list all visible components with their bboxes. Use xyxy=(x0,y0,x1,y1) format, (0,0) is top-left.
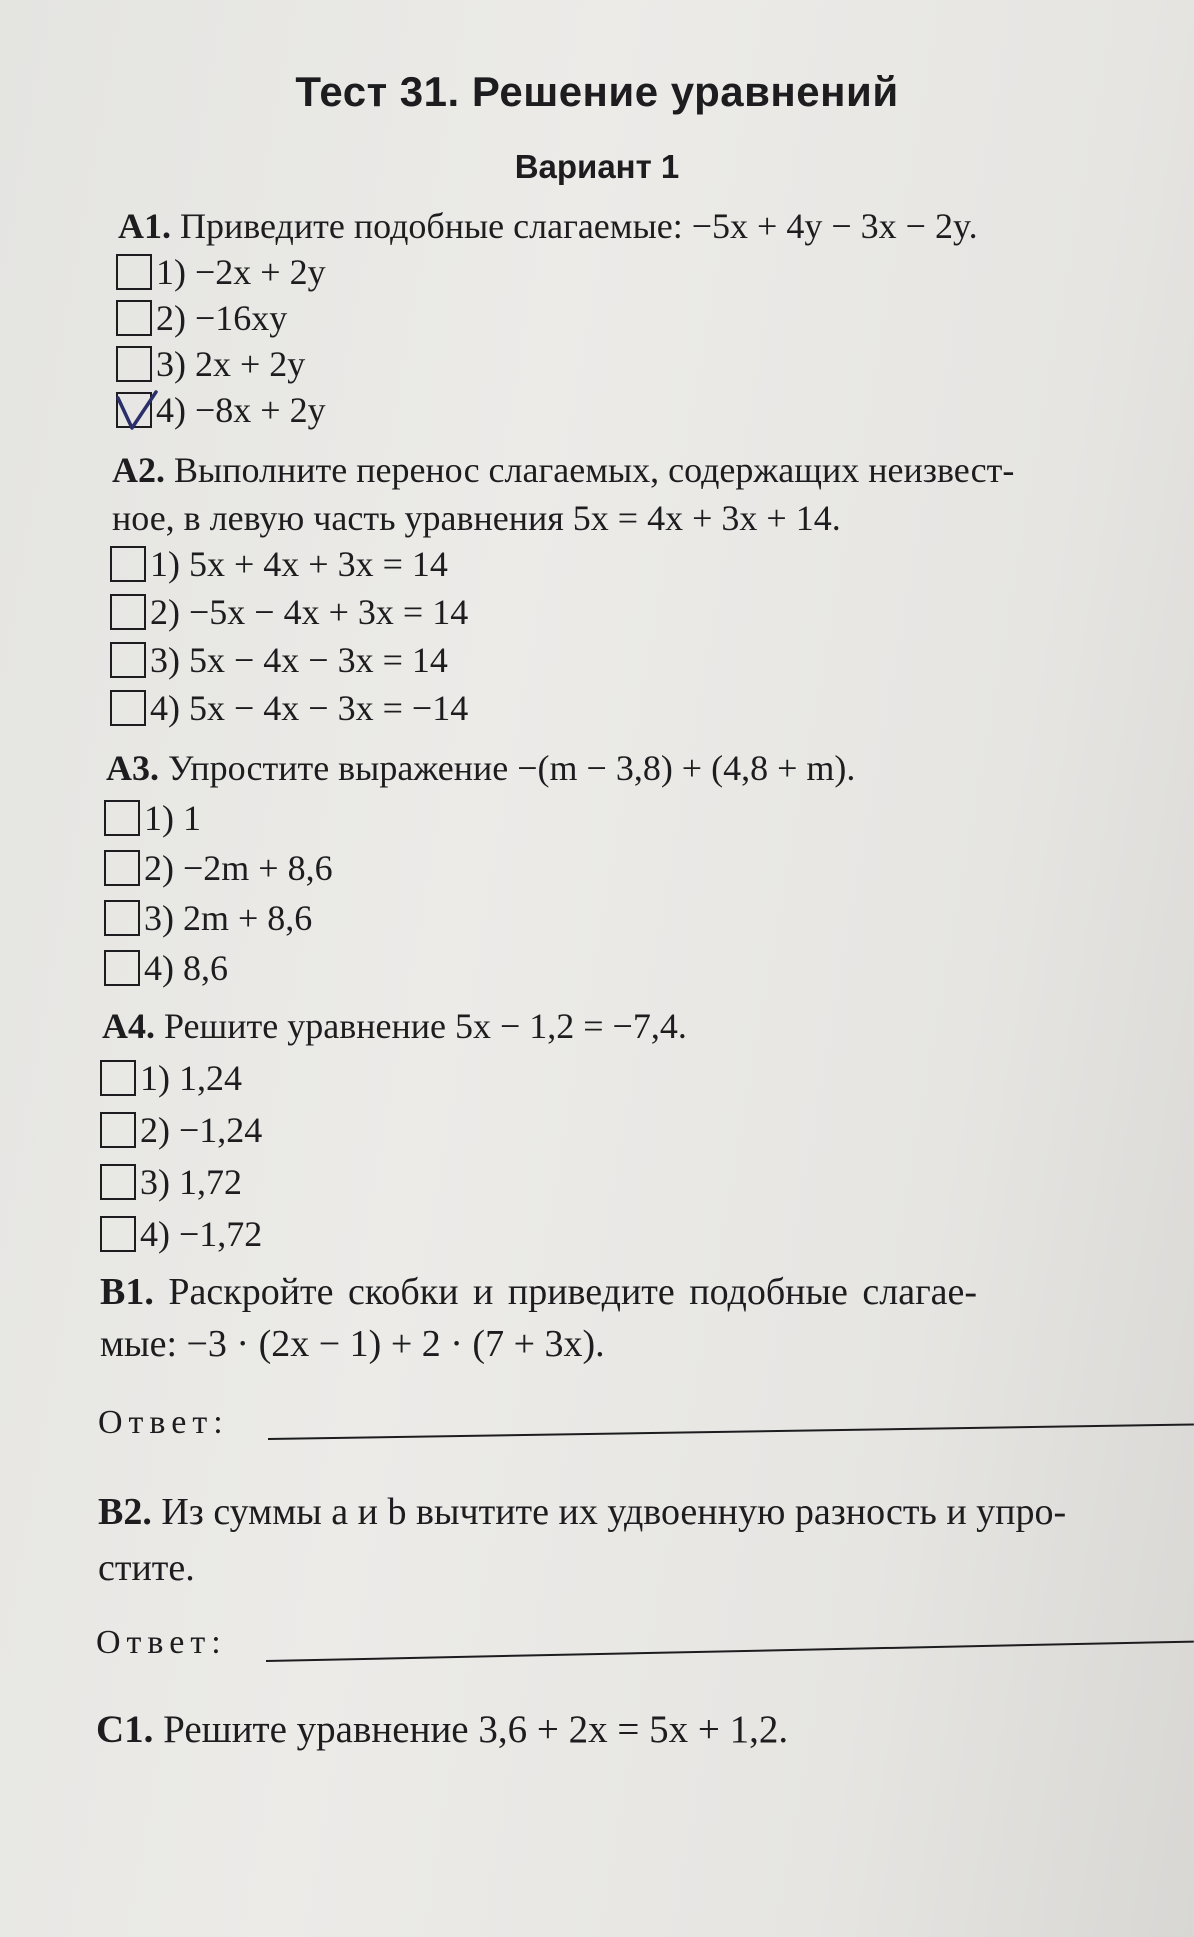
checkbox[interactable] xyxy=(110,690,146,726)
question-a2 xyxy=(112,448,1014,492)
checkbox-checked[interactable] xyxy=(116,392,152,428)
option-label: 1) 5x + 4x + 3x = 14 xyxy=(150,544,448,584)
question-b2-line2 xyxy=(98,1546,195,1590)
option-label: 1) 1,24 xyxy=(140,1058,242,1098)
checkbox[interactable] xyxy=(110,546,146,582)
question-number: А3. xyxy=(106,748,159,788)
option-label: 2) −16xy xyxy=(156,298,288,338)
option-a2-3[interactable] xyxy=(110,640,448,680)
question-a4 xyxy=(102,1004,687,1048)
option-a2-2[interactable] xyxy=(110,592,468,632)
option-a3-1[interactable] xyxy=(104,798,201,838)
question-text-line1: Выполните перенос слагаемых, содержащих неизвест- xyxy=(174,450,1015,490)
question-b2 xyxy=(98,1490,1066,1534)
checkbox[interactable] xyxy=(100,1216,136,1252)
option-label: 2) −1,24 xyxy=(140,1110,263,1150)
question-number: С1. xyxy=(96,1708,154,1751)
checkbox[interactable] xyxy=(104,800,140,836)
option-a1-2[interactable] xyxy=(116,298,287,338)
checkbox[interactable] xyxy=(110,642,146,678)
b1-answer-field[interactable] xyxy=(268,1423,1194,1440)
checkbox[interactable] xyxy=(104,950,140,986)
question-number: А1. xyxy=(118,206,171,246)
question-text: Приведите подобные слагаемые: −5x + 4y − 3x − 2y. xyxy=(180,206,978,246)
option-label: 3) 1,72 xyxy=(140,1162,242,1202)
option-label: 4) 5x − 4x − 3x = −14 xyxy=(150,688,469,728)
question-text-line2: ное, в левую часть уравнения 5x = 4x + 3x + 14. xyxy=(112,498,841,538)
option-a1-3[interactable] xyxy=(116,344,305,384)
checkbox[interactable] xyxy=(116,254,152,290)
option-a3-3[interactable] xyxy=(104,898,312,938)
b1-answer-label: Ответ: xyxy=(98,1404,229,1441)
option-a1-4[interactable] xyxy=(116,390,326,430)
question-text-line1: Из суммы a и b вычтите их удвоенную разность и упро- xyxy=(161,1491,1067,1533)
option-label: 3) 5x − 4x − 3x = 14 xyxy=(150,640,448,680)
checkbox[interactable] xyxy=(116,300,152,336)
question-text: Решите уравнение 3,6 + 2x = 5x + 1,2. xyxy=(163,1708,789,1751)
question-b1-line2 xyxy=(100,1322,605,1366)
question-text-line2: мые: −3 · (2x − 1) + 2 · (7 + 3x). xyxy=(100,1323,605,1365)
b2-answer-label: Ответ: xyxy=(96,1624,227,1661)
checkbox[interactable] xyxy=(104,900,140,936)
variant-label: Вариант 1 xyxy=(514,148,680,185)
option-a4-4[interactable] xyxy=(100,1214,262,1254)
option-label: 3) 2m + 8,6 xyxy=(144,898,313,938)
question-number: А4. xyxy=(102,1006,155,1046)
option-label: 1) −2x + 2y xyxy=(156,252,326,292)
b2-answer-field[interactable] xyxy=(266,1641,1194,1662)
option-label: 2) −2m + 8,6 xyxy=(144,848,333,888)
question-number: В1. xyxy=(100,1271,154,1313)
question-text-line2: стите. xyxy=(98,1547,195,1589)
checkbox[interactable] xyxy=(100,1060,136,1096)
option-a1-1[interactable] xyxy=(116,252,326,292)
option-label: 4) −1,72 xyxy=(140,1214,263,1254)
checkbox[interactable] xyxy=(100,1164,136,1200)
checkbox[interactable] xyxy=(100,1112,136,1148)
option-label: 3) 2x + 2y xyxy=(156,344,306,384)
question-number: В2. xyxy=(98,1491,152,1533)
option-a4-3[interactable] xyxy=(100,1162,242,1202)
question-a1 xyxy=(118,204,978,248)
test-title: Тест 31. Решение уравнений xyxy=(295,68,899,115)
checkbox[interactable] xyxy=(104,850,140,886)
question-text: Упростите выражение −(m − 3,8) + (4,8 + m). xyxy=(168,748,856,788)
checkbox[interactable] xyxy=(116,346,152,382)
option-a3-2[interactable] xyxy=(104,848,333,888)
question-a3 xyxy=(106,746,855,790)
checkbox[interactable] xyxy=(110,594,146,630)
option-label: 4) 8,6 xyxy=(144,948,228,988)
option-a4-1[interactable] xyxy=(100,1058,242,1098)
question-text-line1: Раскройте скобки и приведите подобные слагае- xyxy=(168,1271,978,1313)
option-a2-4[interactable] xyxy=(110,688,468,728)
checkmark-icon xyxy=(114,388,160,434)
question-number: А2. xyxy=(112,450,165,490)
option-label: 2) −5x − 4x + 3x = 14 xyxy=(150,592,469,632)
option-label: 1) 1 xyxy=(144,798,201,838)
option-a3-4[interactable] xyxy=(104,948,228,988)
option-a2-1[interactable] xyxy=(110,544,448,584)
question-b1 xyxy=(100,1270,977,1314)
question-text: Решите уравнение 5x − 1,2 = −7,4. xyxy=(164,1006,687,1046)
question-c1 xyxy=(96,1708,788,1752)
question-a2-line2 xyxy=(112,496,841,540)
option-a4-2[interactable] xyxy=(100,1110,262,1150)
option-label: 4) −8x + 2y xyxy=(156,390,326,430)
